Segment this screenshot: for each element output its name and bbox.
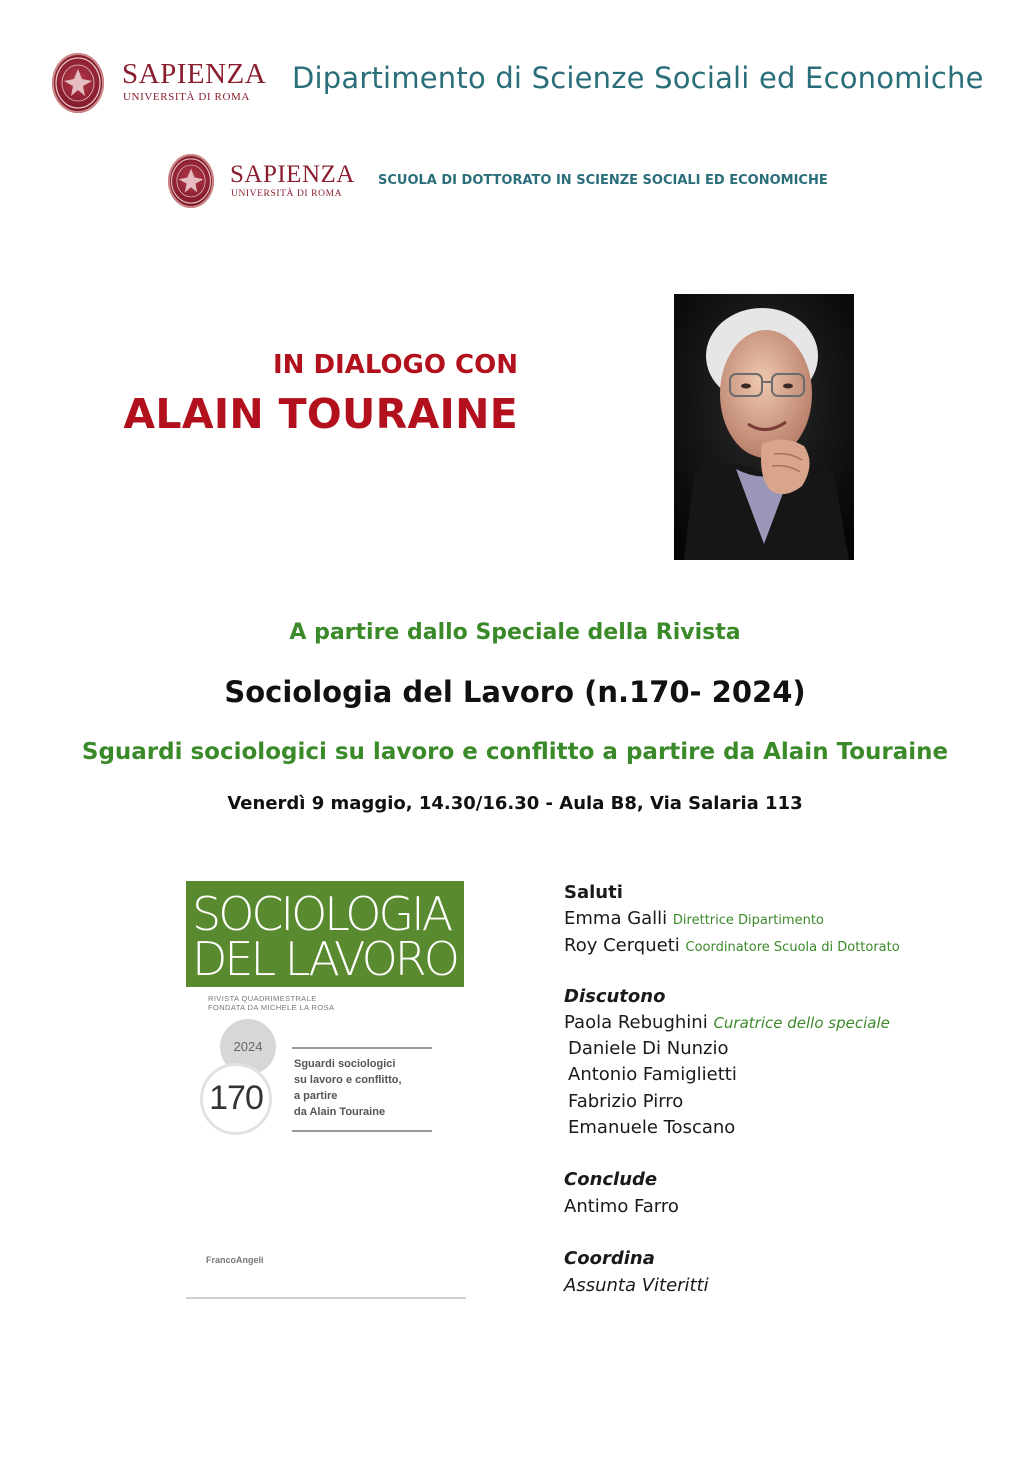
- cover-tagline-1: RIVISTA QUADRIMESTRALE: [208, 994, 317, 1003]
- speaker-name: Paola Rebughini: [564, 1012, 708, 1033]
- sapienza-seal-icon-small: [168, 154, 214, 208]
- cover-desc-3: a partire: [294, 1090, 338, 1102]
- sapienza-logo-subtitle-small: UNIVERSITÀ DI ROMA: [231, 189, 343, 199]
- conclude-heading: Conclude: [564, 1169, 658, 1190]
- sapienza-seal-graphic-small: [168, 154, 214, 208]
- coordina-heading: Coordina: [564, 1248, 655, 1269]
- portrait-photo: [674, 294, 854, 560]
- cover-publisher: FrancoAngeli: [206, 1255, 264, 1265]
- portrait-illustration: [674, 294, 854, 560]
- speaker-role: Curatrice dello speciale: [713, 1014, 890, 1032]
- discussant: Antonio Famiglietti: [568, 1064, 737, 1085]
- special-issue-theme: Sguardi sociologici su lavoro e conflitto a partire da Alain Touraine: [81, 739, 949, 765]
- speaker-role: Coordinatore Scuola di Dottorato: [685, 940, 900, 955]
- intro-line: A partire dallo Speciale della Rivista: [289, 620, 741, 645]
- department-name: Dipartimento di Scienze Sociali ed Economiche: [292, 61, 984, 95]
- speaker-name: Emma Galli: [564, 908, 668, 929]
- cover-rule-top: [292, 1047, 432, 1049]
- cover-header: [186, 881, 464, 987]
- speaker-row: [564, 1012, 890, 1033]
- cover-title-line2: DEL LAVORO: [192, 932, 457, 986]
- journal-title: Sociologia del Lavoro (n.170- 2024): [224, 675, 806, 709]
- coordina-name: Assunta Viteritti: [564, 1275, 709, 1296]
- journal-cover: [186, 881, 464, 1301]
- cover-title-line1: SOCIOLOGIA: [192, 887, 451, 941]
- speaker-row: [564, 935, 900, 956]
- speaker-name: Roy Cerqueti: [564, 935, 680, 956]
- sapienza-logo-wordmark: SAPIENZA: [122, 58, 267, 90]
- doctoral-school-name: SCUOLA DI DOTTORATO IN SCIENZE SOCIALI ED ECONOMICHE: [378, 173, 828, 188]
- event-date-place: Venerdì 9 maggio, 14.30/16.30 - Aula B8, Via Salaria 113: [227, 793, 803, 814]
- sapienza-logo-subtitle: UNIVERSITÀ DI ROMA: [123, 91, 250, 103]
- sapienza-seal-icon: [52, 53, 104, 113]
- discussant: Emanuele Toscano: [568, 1117, 736, 1138]
- cover-year: 2024: [233, 1039, 263, 1054]
- cover-desc-4: da Alain Touraine: [294, 1106, 386, 1118]
- cover-tagline-2: FONDATA DA MICHELE LA ROSA: [208, 1003, 335, 1012]
- speaker-row: [564, 908, 824, 929]
- conclude-name: Antimo Farro: [564, 1196, 679, 1217]
- sapienza-logo-wordmark-small: SAPIENZA: [230, 161, 355, 188]
- cover-issue-number: 170: [209, 1079, 263, 1117]
- cover-desc-1: Sguardi sociologici: [294, 1058, 396, 1070]
- saluti-heading: Saluti: [564, 882, 623, 903]
- cover-rule-bottom: [292, 1130, 432, 1132]
- discussant: Fabrizio Pirro: [568, 1091, 684, 1112]
- event-title-line1: IN DIALOGO CON: [272, 350, 518, 380]
- cover-bottom-rule: [186, 1297, 466, 1299]
- event-title-line2: ALAIN TOURAINE: [123, 390, 518, 438]
- cover-desc-2: su lavoro e conflitto,: [294, 1074, 402, 1086]
- speaker-role: Direttrice Dipartimento: [672, 913, 824, 928]
- sapienza-seal-graphic: [52, 53, 104, 113]
- discutono-heading: Discutono: [564, 986, 666, 1007]
- discussant: Daniele Di Nunzio: [568, 1038, 729, 1059]
